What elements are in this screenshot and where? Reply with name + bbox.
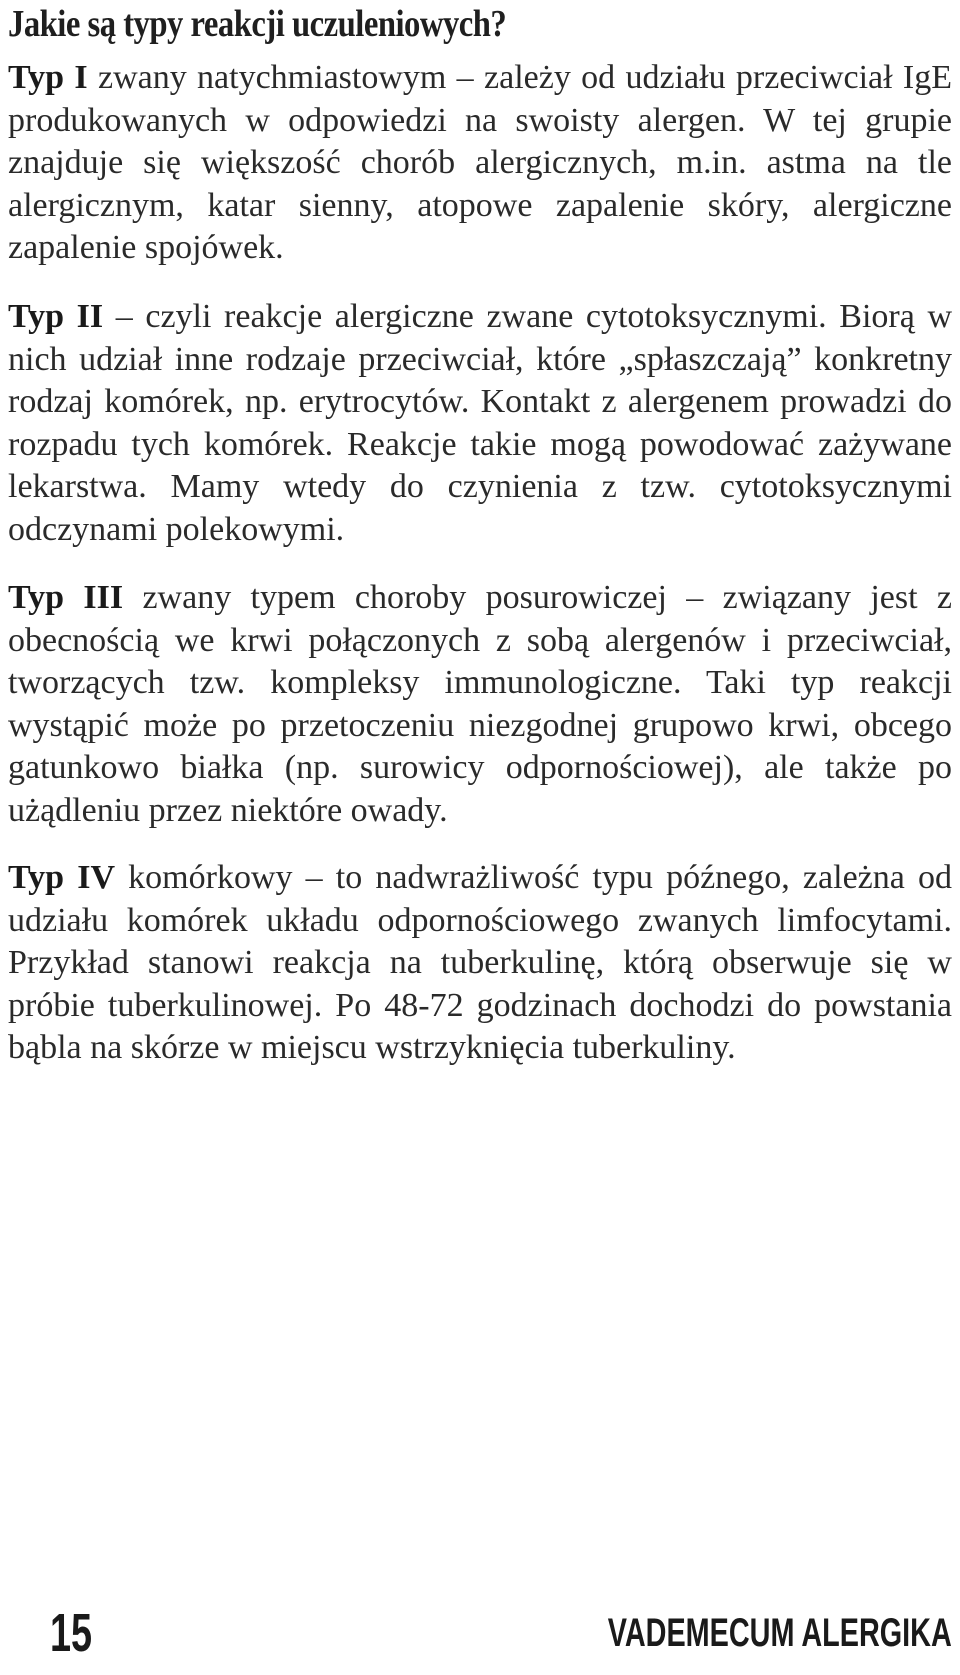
- type-2-label: Typ II: [8, 298, 104, 335]
- section-heading: Jakie są typy reakcji uczuleniowych?: [8, 3, 507, 45]
- type-3-label: Typ III: [8, 579, 124, 616]
- type-4-label: Typ IV: [8, 859, 116, 896]
- type-1-text: zwany natychmiastowym – zależy od udziału przeciwciał IgE produkowanych w odpowiedzi na swoisty alergen. W tej grupie znajduje się większość chorób alergicznych, m.in. astma na tle alergicznym, katar sienny, atopowe zapalenie skóry, alergiczne zapalenie spojówek.: [8, 59, 953, 266]
- paragraph-type-2: [8, 296, 952, 551]
- type-2-text: – czyli reakcje alergiczne zwane cytotoksycznymi. Biorą w nich udział inne rodzaje przeciwciał, które „spłaszczają” konkretny rodzaj komórek, np. erytrocytów. Kontakt z alergenem prowadzi do rozpadu tych komórek. Reakcje takie mogą powodować zażywane lekarstwa. Mamy wtedy do czynienia z tzw. cytotoksycznymi odczynami polekowymi.: [8, 298, 952, 548]
- page-number: 15: [50, 1603, 93, 1663]
- type-1-label: Typ I: [8, 59, 88, 96]
- paragraph-type-3: [8, 577, 952, 832]
- paragraph-type-1: [8, 57, 952, 270]
- type-3-text: zwany typem choroby posurowiczej – związany jest z obecnością we krwi połączonych z sobą alergenów i przeciwciał, tworzących tzw. kompleksy immunologiczne. Taki typ reakcji wystąpić może po przetoczeniu niezgodnej grupowo krwi, obcego gatunkowo białka (np. surowicy odpornościowej), ale także po użądleniu przez niektóre owady.: [8, 579, 952, 829]
- book-title: VADEMECUM ALERGIKA: [607, 1611, 952, 1655]
- type-4-text: komórkowy – to nadwrażliwość typu późnego, zależna od udziału komórek układu odpornościowego zwanych limfocytami. Przykład stanowi reakcja na tuberkulinę, którą obserwuje się w próbie tuberkulinowej. Po 48-72 godzinach dochodzi do powstania bąbla na skórze w miejscu wstrzyknięcia tuberkuliny.: [8, 859, 952, 1066]
- paragraph-type-4: [8, 857, 952, 1070]
